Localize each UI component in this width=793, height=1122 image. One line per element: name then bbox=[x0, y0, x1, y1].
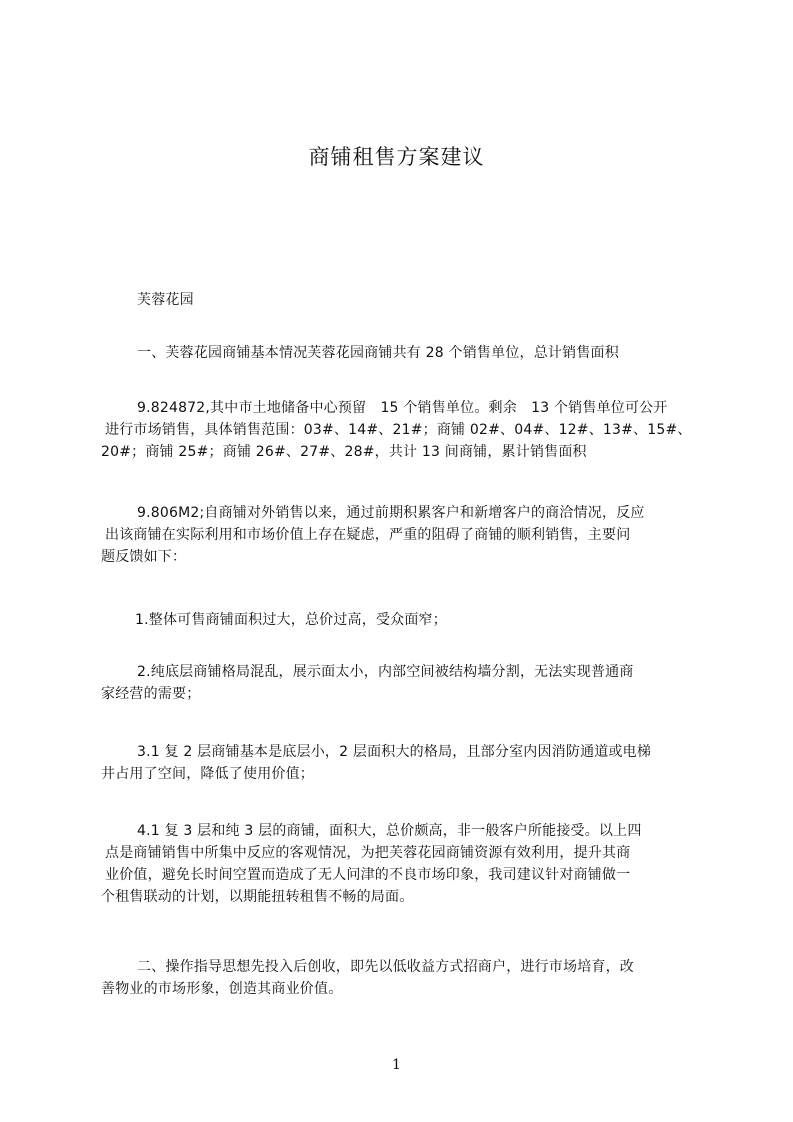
text-line: 家经营的需要； bbox=[101, 686, 201, 702]
text-line: 一、芙蓉花园商铺基本情况芙蓉花园商铺共有 28 个销售单位，总计销售面积 bbox=[137, 345, 619, 361]
paragraph-section-two bbox=[101, 956, 707, 1000]
paragraph-location-name bbox=[101, 289, 707, 311]
paragraph-sales-units bbox=[101, 397, 707, 463]
text-line: 4.1 复 3 层和纯 3 层的商铺，面积大，总价颇高，非一般客户所能接受。以上四 bbox=[137, 823, 642, 839]
paragraph-issue-4 bbox=[101, 820, 707, 908]
text-line: 个租售联动的计划，以期能扭转租售不畅的局面。 bbox=[101, 889, 414, 905]
text-line: 二、操作指导思想先投入后创收，即先以低收益方式招商户，进行市场培育，改 bbox=[137, 959, 634, 975]
text-line: 9.806M2;自商铺对外销售以来，通过前期积累客户和新增客户的商洽情况，反应 bbox=[137, 505, 645, 521]
text-line: 业价值，避免长时间空置而造成了无人问津的不良市场印象，我司建议针对商铺做一 bbox=[105, 867, 631, 883]
text-line: 20#；商铺 25#；商铺 26#、27#、28#，共计 13 间商铺，累计销售面积 bbox=[101, 444, 587, 460]
text-line: 井占用了空间，降低了使用价值； bbox=[101, 766, 314, 782]
text-line: 进行市场销售，具体销售范围：03#、14#、21#；商铺 02#、04#、12#、13#、15#、 bbox=[105, 422, 692, 438]
text-line: 点是商铺销售中所集中反应的客观情况，为把芙蓉花园商铺资源有效利用，提升其商 bbox=[105, 845, 631, 861]
paragraph-issue-3 bbox=[101, 741, 707, 785]
paragraph-section-one-heading bbox=[101, 342, 707, 364]
paragraph-sales-feedback bbox=[101, 502, 707, 568]
text-line: 1.整体可售商铺面积过大，总价过高，受众面窄； bbox=[135, 612, 447, 628]
text-line: 出该商铺在实际利用和市场价值上存在疑虑，严重的阻碍了商铺的顺利销售，主要问 bbox=[105, 527, 631, 543]
document-title: 商铺租售方案建议 bbox=[308, 145, 485, 169]
text-line: 3.1 复 2 层商铺基本是底层小，2 层面积大的格局，且部分室内因消防通道或电梯 bbox=[137, 744, 652, 760]
text-line: 芙蓉花园 bbox=[137, 292, 194, 308]
text-line: 9.824872,其中市土地储备中心预留 15 个销售单位。剩余 13 个销售单位可公开 bbox=[137, 400, 668, 416]
page-number: 1 bbox=[392, 1057, 401, 1073]
text-line: 2.纯底层商铺格局混乱，展示面太小，内部空间被结构墙分割，无法实现普通商 bbox=[137, 664, 634, 680]
text-line: 善物业的市场形象，创造其商业价值。 bbox=[101, 981, 343, 997]
paragraph-issue-1 bbox=[101, 609, 707, 631]
paragraph-issue-2 bbox=[101, 661, 707, 705]
text-line: 题反馈如下： bbox=[101, 549, 187, 565]
